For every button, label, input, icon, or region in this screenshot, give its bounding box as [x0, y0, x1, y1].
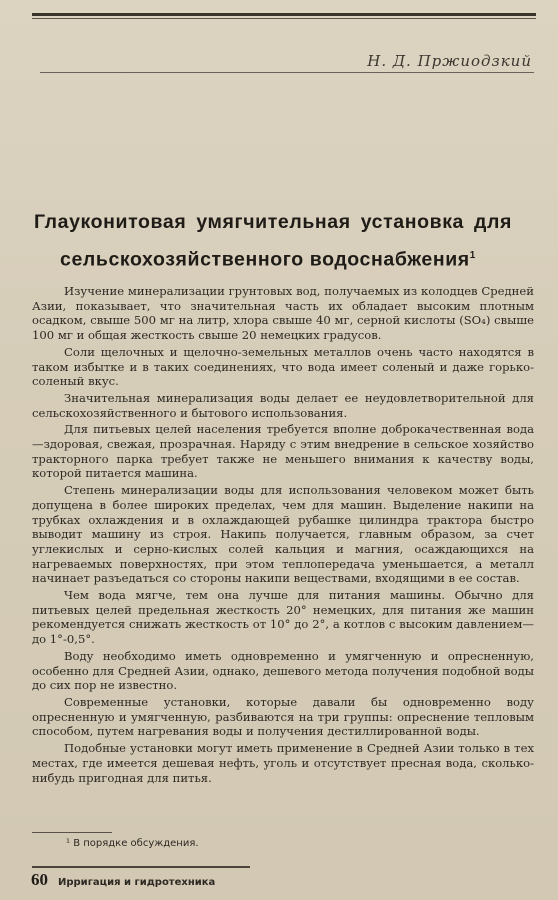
paragraph: Степень минерализации воды для использования человеком может быть допущена в более широких пределах, чем для машин. Выделение накипи на трубках охлаждения и в охлаждающей рубашке цилиндра трактора быстро выводит машину из строя. Накипь получается, главным образом, за счет углекислых и серно-кислых солей кальция и магния, осаждающихся на нагреваемых поверхностях, при этом теплопередача уменьшается, а металл начинает разъедаться со стороны накипи веществами, входящими в ее состав.: [32, 483, 534, 586]
header-rule-thin: [32, 18, 536, 19]
paragraph: Чем вода мягче, тем она лучше для питания машины. Обычно для питьевых целей предельная жесткость 20° немецких, для питания же машин рекомендуется снижать жесткость от 10° до 2°, а котлов с высоким давлением—до 1°-0,5°.: [32, 588, 534, 647]
paragraph: Соли щелочных и щелочно-земельных металлов очень часто находятся в таком избытке и в таких соединениях, что вода имеет соленый и даже горько-соленый вкус.: [32, 344, 534, 389]
header-rule-thick: [32, 13, 536, 16]
title-line-2-text: сельскохозяйственного водоснабжения: [60, 248, 470, 271]
footer-rule: [32, 866, 250, 868]
footnote-rule: [32, 832, 112, 833]
title-line-2: [34, 239, 534, 277]
paragraph: Для питьевых целей населения требуется вполне доброкачественная вода—здоровая, свежая, прозрачная. Наряду с этим внедрение в сельское хозяйство тракторного парка требует также не меньшего внимания к качеству воды, которой питается машина.: [32, 422, 534, 481]
footnote: ¹ В порядке обсуждения.: [66, 838, 199, 849]
author-rule: [40, 72, 534, 73]
author-name: Н. Д. Пржиодзкий: [367, 52, 532, 70]
paragraph: Современные установки, которые давали бы одновременно воду опресненную и умягченную, разбиваются на три группы: опреснение тепловым способом, путем нагревания воды и получения дестиллированной воды.: [32, 694, 534, 739]
title-footnote-mark: 1: [469, 250, 476, 261]
article-body: [32, 284, 534, 787]
page-number: 60: [31, 870, 48, 889]
paragraph: Воду необходимо иметь одновременно и умягченную и опресненную, особенно для Средней Азии, однако, дешевого метода получения подобной воды до сих пор не известно.: [32, 648, 534, 693]
paragraph: Подобные установки могут иметь применение в Средней Азии только в тех местах, где имеется дешевая нефть, уголь и отсутствует пресная вода, сколько-нибудь пригодная для питья.: [32, 741, 534, 785]
journal-name: Ирригация и гидротехника: [58, 877, 216, 888]
title-line-1: Глауконитовая умягчительная установка для: [34, 211, 512, 233]
article-title: [34, 206, 534, 277]
paragraph: Изучение минерализации грунтовых вод, получаемых из колодцев Средней Азии, показывает, что значительная часть их обладает высоким плотным осадком, свыше 500 мг на литр, хлора свыше 40 мг, серной кислоты (SO₄) свыше 100 мг и общая жесткость свыше 20 немецких градусов.: [32, 284, 534, 343]
paragraph: Значительная минерализация воды делает ее неудовлетворительной для сельскохозяйственного и бытового использования.: [32, 390, 534, 420]
